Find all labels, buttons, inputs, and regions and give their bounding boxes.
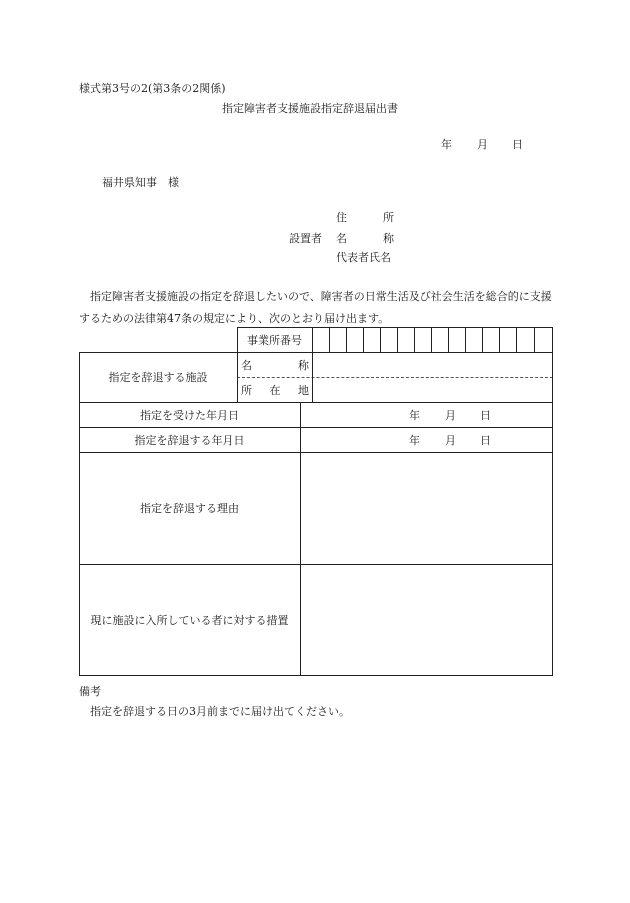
reason-label: 指定を辞退する理由 (140, 502, 239, 515)
designated-month: 月 (445, 408, 456, 422)
designated-date-label: 指定を受けた年月日 (140, 408, 239, 422)
facility-label: 指定を辞退する施設 (108, 371, 208, 384)
facility-name-label: 名 称 (241, 358, 309, 372)
remarks-note: 指定を辞退する日の3月前までに届け出てください。 (90, 705, 350, 718)
withdrawal-year: 年 (409, 433, 420, 447)
applicant-prefix: 設置者 (289, 232, 322, 245)
facility-location-label: 所 在 地 (241, 383, 309, 397)
form-number: 様式第3号の2(第3条の2関係) (79, 82, 226, 95)
withdrawal-day: 日 (480, 433, 491, 447)
body-text: 指定障害者支援施設の指定を辞退したいので、障害者の日常生活及び社会生活を総合的に支援するための法律第47条の規定により、次のとおり届け出ます。 (79, 290, 552, 325)
date-year: 年 (441, 138, 452, 151)
representative-label: 代表者氏名 (336, 251, 391, 264)
name-label: 名 称 (336, 232, 394, 245)
designated-day: 日 (480, 408, 491, 422)
date-month: 月 (477, 138, 488, 151)
designated-date-fields (300, 402, 552, 427)
date-day: 日 (512, 138, 523, 151)
withdrawal-date-fields (300, 427, 552, 452)
withdrawal-date-label: 指定を辞退する年月日 (134, 433, 245, 447)
withdrawal-table (79, 327, 553, 676)
address-label: 住 所 (336, 211, 394, 224)
office-number-label: 事業所番号 (247, 333, 302, 347)
form-title: 指定障害者支援施設指定辞退届出書 (222, 102, 398, 115)
designated-year: 年 (409, 408, 420, 422)
measures-label: 現に施設に入所している者に対する措置 (90, 613, 289, 627)
withdrawal-month: 月 (445, 433, 456, 447)
remarks-heading: 備考 (79, 685, 101, 698)
addressee: 福井県知事 様 (102, 176, 179, 189)
